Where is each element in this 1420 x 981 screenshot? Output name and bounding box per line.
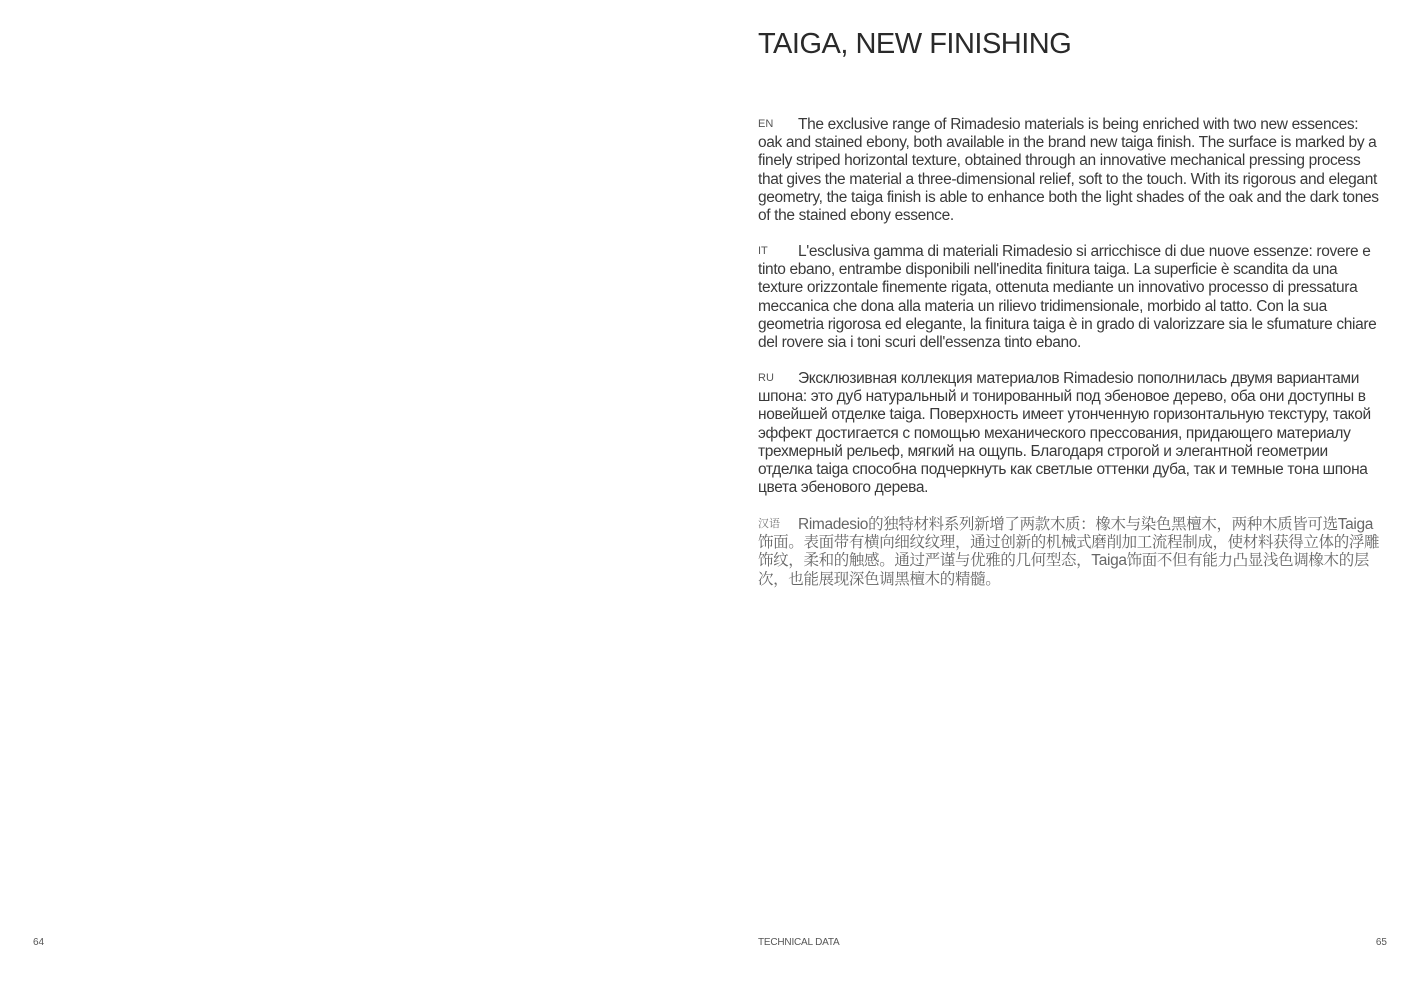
text-block-russian bbox=[758, 369, 1386, 497]
language-label: 汉语 bbox=[758, 518, 780, 530]
text-block-english bbox=[758, 115, 1386, 225]
text-block-chinese bbox=[758, 515, 1386, 589]
section-label: TECHNICAL DATA bbox=[758, 937, 840, 948]
page-number-right: 65 bbox=[1375, 937, 1387, 948]
body-text: L'esclusiva gamma di materiali Rimadesio si arricchisce di due nuove essenze: rovere e tinto ebano, entrambe disponibili nell'inedita finitura taiga. La superficie è scandita da una texture orizzontale finemente rigata, ottenuta mediante un innovativo processo di pressatura meccanica che dona alla materia un rilievo tridimensionale, morbido al tatto. Con la sua geometria rigorosa ed elegante, la finitura taiga è in grado di valorizzare sia le sfumature chiare del rovere sia i toni scuri dell'essenza tinto ebano. bbox=[758, 243, 1377, 352]
language-label: IT bbox=[758, 245, 768, 257]
body-text: Rimadesio的独特材料系列新增了两款木质：橡木与染色黑檀木，两种木质皆可选Taiga饰面。表面带有横向细纹纹理，通过创新的机械式磨削加工流程制成，使材料获得立体的浮雕饰纹，柔和的触感。通过严谨与优雅的几何型态，Taiga饰面不但有能力凸显浅色调橡木的层次，也能展现深色调黑檀木的精髓。 bbox=[758, 516, 1380, 588]
text-block-italian bbox=[758, 242, 1386, 352]
body-text: Эксклюзивная коллекция материалов Rimadesio пополнилась двумя вариантами шпона: это дуб натуральный и тонированный под эбеновое дерево, оба они доступны в новейшей отделке taiga. Поверхность имеет утонченную горизонтальную текстуру, такой эффект достигается с помощью механического прессования, придающего материалу трехмерный рельеф, мягкий на ощупь. Благодаря строгой и элегантной геометрии отделка taiga способна подчеркнуть как светлые оттенки дуба, так и темные тона шпона цвета эбенового дерева. bbox=[758, 370, 1371, 497]
language-label: RU bbox=[758, 372, 774, 384]
page-title: TAIGA, NEW FINISHING bbox=[758, 28, 1072, 60]
body-text: The exclusive range of Rimadesio materials is being enriched with two new essences: oak and stained ebony, both available in the brand new taiga finish. The surface is marked by a finely striped horizontal texture, obtained through an innovative mechanical pressing process that gives the material a three-dimensional relief, soft to the touch. With its rigorous and elegant geometry, the taiga finish is able to enhance both the light shades of the oak and the dark tones of the stained ebony essence. bbox=[758, 116, 1379, 225]
page-number-left: 64 bbox=[33, 937, 45, 948]
language-label: EN bbox=[758, 118, 774, 130]
